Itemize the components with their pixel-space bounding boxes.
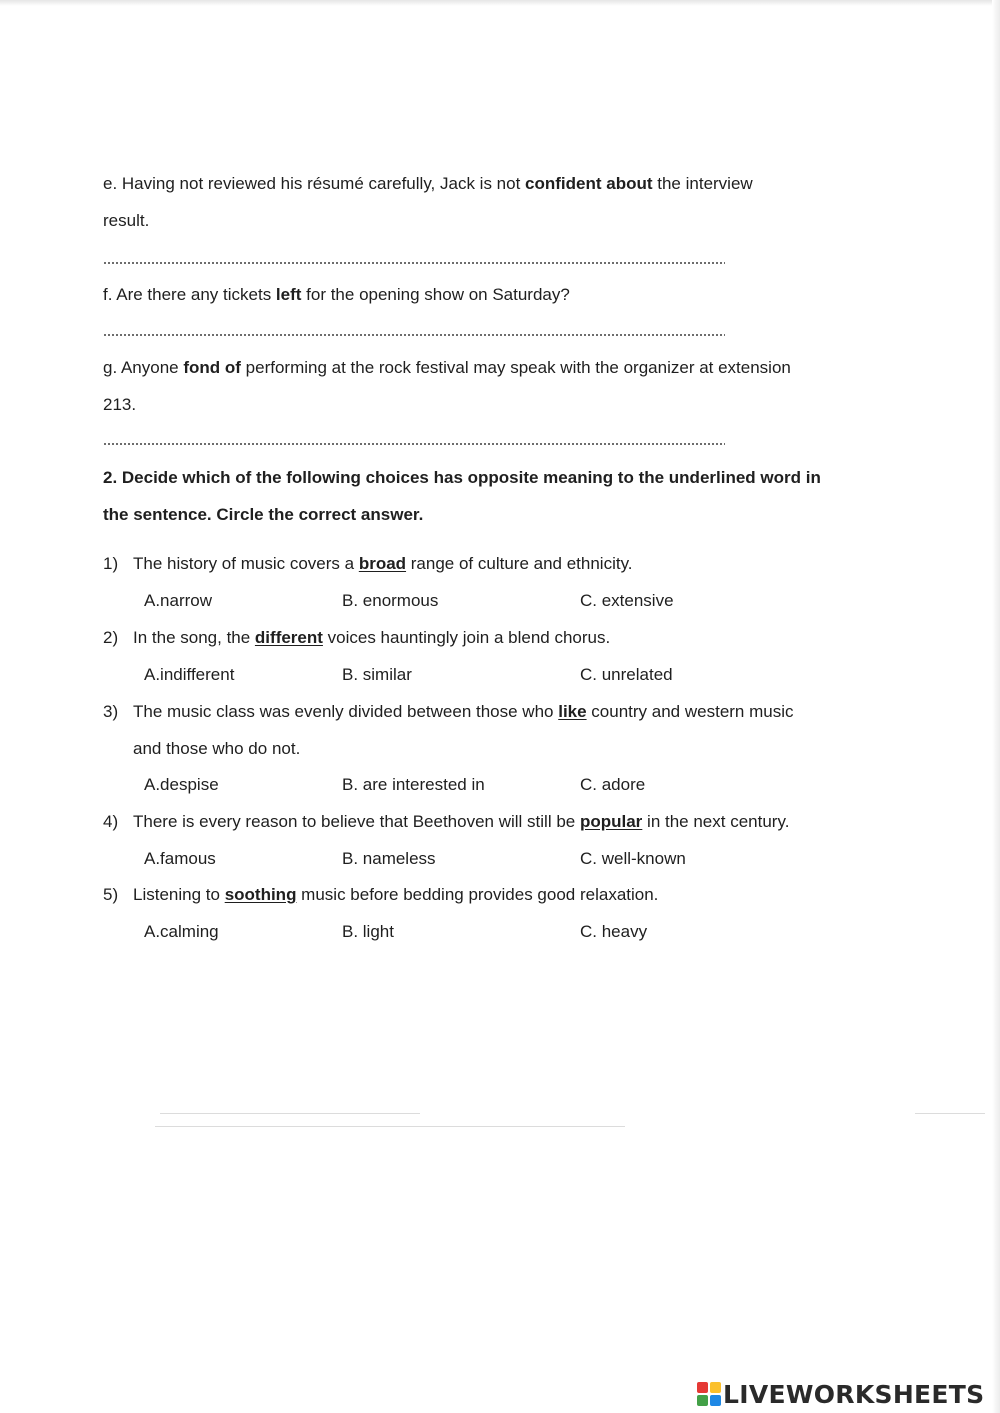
question-1-option-c[interactable]: C. extensive <box>580 591 674 610</box>
question-3-option-c[interactable]: C. adore <box>580 775 646 794</box>
scan-bleed-mark <box>160 1113 420 1114</box>
question-2-text: In the song, the different voices hauntingly join a blend chorus. <box>133 628 611 647</box>
logo-text: LIVEWORKSHEETS <box>723 1379 985 1409</box>
question-2-option-a[interactable]: A.indifferent <box>144 665 235 684</box>
answer-line-e[interactable] <box>103 262 725 264</box>
question-3-text-continued: and those who do not. <box>133 739 301 758</box>
sentence-g-continued: 213. <box>103 395 137 414</box>
question-5-number: 5) <box>103 885 119 904</box>
question-2-number: 2) <box>103 628 119 647</box>
sentence-g: g. Anyone fond of performing at the rock festival may speak with the organizer at extension <box>103 358 791 377</box>
logo-square-red <box>697 1382 708 1393</box>
answer-line-f[interactable] <box>103 334 725 336</box>
question-4-option-c[interactable]: C. well-known <box>580 849 686 868</box>
scan-edge-right <box>992 0 1000 1413</box>
question-3-option-a[interactable]: A.despise <box>144 775 219 794</box>
question-1-number: 1) <box>103 554 119 573</box>
question-5-option-a[interactable]: A.calming <box>144 922 219 941</box>
logo-square-yellow <box>710 1382 721 1393</box>
sentence-f: f. Are there any tickets left for the opening show on Saturday? <box>103 285 570 304</box>
question-2-option-b[interactable]: B. similar <box>342 665 412 684</box>
sentence-e: e. Having not reviewed his résumé carefully, Jack is not confident about the interview <box>103 174 753 193</box>
question-1-text: The history of music covers a broad range of culture and ethnicity. <box>133 554 633 573</box>
exercise-2-heading-line-1: 2. Decide which of the following choices has opposite meaning to the underlined word in <box>103 468 821 487</box>
liveworksheets-logo <box>697 1378 984 1410</box>
scan-bleed-mark <box>155 1126 625 1127</box>
question-2-option-c[interactable]: C. unrelated <box>580 665 673 684</box>
scan-bleed-mark <box>915 1113 985 1114</box>
underlined-word: broad <box>358 554 407 573</box>
underlined-word: different <box>254 628 323 647</box>
underlined-word: popular <box>579 812 643 831</box>
question-3-option-b[interactable]: B. are interested in <box>342 775 485 794</box>
sentence-e-continued: result. <box>103 211 150 230</box>
liveworksheets-logo-icon <box>697 1382 721 1406</box>
question-3-number: 3) <box>103 702 119 721</box>
question-1-option-b[interactable]: B. enormous <box>342 591 439 610</box>
answer-line-g[interactable] <box>103 443 725 445</box>
logo-square-blue <box>710 1395 721 1406</box>
underlined-word: soothing <box>224 885 297 904</box>
exercise-2-heading-line-2: the sentence. Circle the correct answer. <box>103 505 424 524</box>
question-5-option-b[interactable]: B. light <box>342 922 394 941</box>
question-4-option-a[interactable]: A.famous <box>144 849 216 868</box>
question-5-text: Listening to soothing music before bedding provides good relaxation. <box>133 885 659 904</box>
underlined-word: like <box>558 702 587 721</box>
question-1-option-a[interactable]: A.narrow <box>144 591 213 610</box>
question-3-text: The music class was evenly divided between those who like country and western music <box>133 702 794 721</box>
question-4-option-b[interactable]: B. nameless <box>342 849 436 868</box>
scan-edge-top <box>0 0 1000 6</box>
question-5-option-c[interactable]: C. heavy <box>580 922 648 941</box>
logo-square-green <box>697 1395 708 1406</box>
question-4-number: 4) <box>103 812 119 831</box>
question-4-text: There is every reason to believe that Beethoven will still be popular in the next century. <box>133 812 790 831</box>
